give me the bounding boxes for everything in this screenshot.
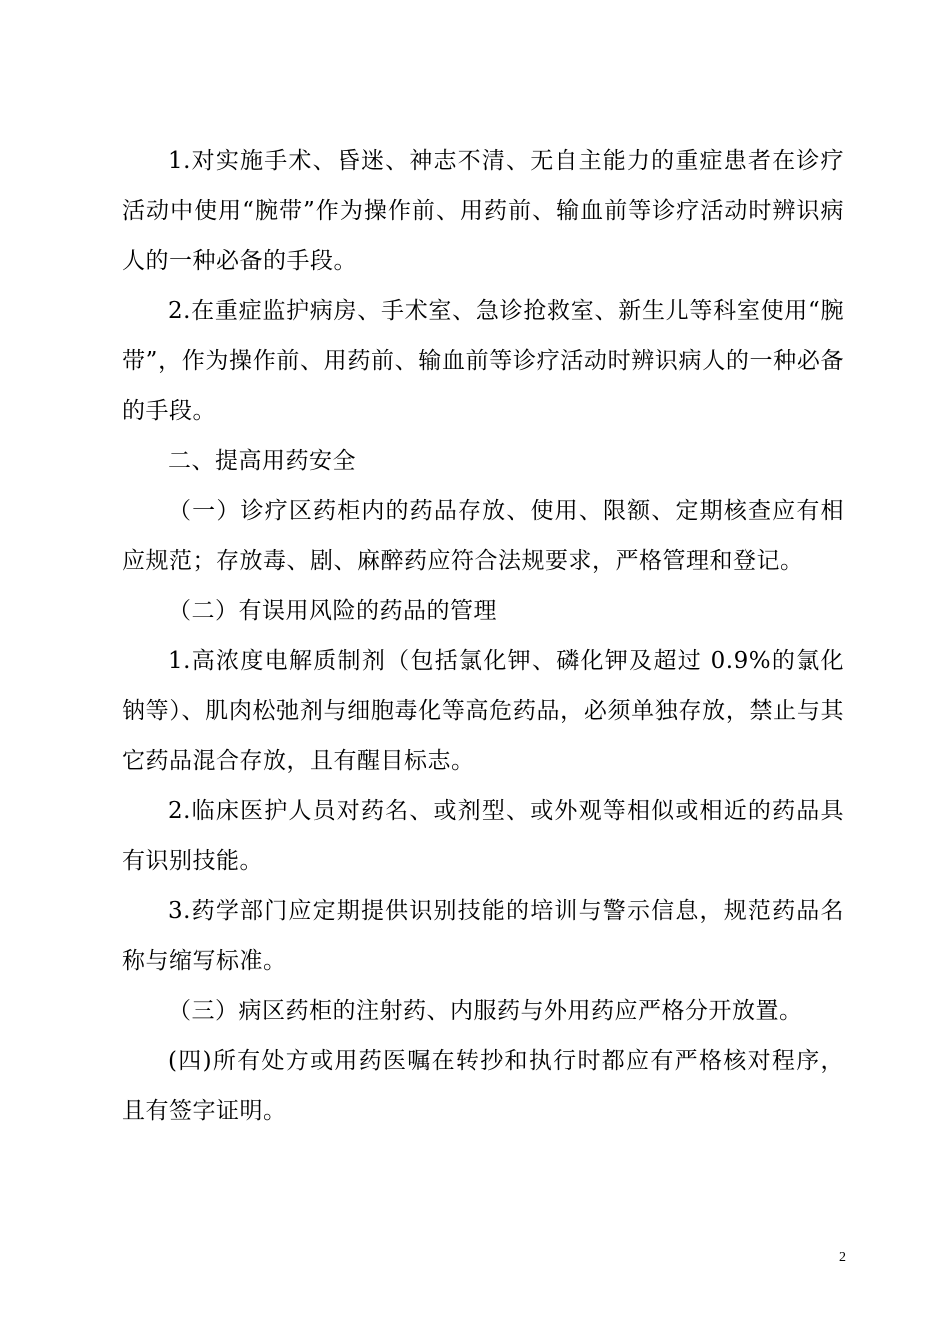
paragraph-high-risk-drugs: 1.高浓度电解质制剂（包括氯化钾、磷化钾及超过 0.9%的氯化钠等）、肌肉松弛剂与细胞毒化等高危药品，必须单独存放，禁止与其它药品混合存放，且有醒目标志。 <box>122 648 844 774</box>
paragraph-medicine-cabinet: （一）诊疗区药柜内的药品存放、使用、限额、定期核查应有相应规范；存放毒、剧、麻醉药应符合法规要求，严格管理和登记。 <box>122 498 844 574</box>
subheading-misuse-risk: （二）有误用风险的药品的管理 <box>168 598 497 624</box>
document-body <box>122 136 844 1136</box>
paragraph-prescription-check: (四)所有处方或用药医嘱在转抄和执行时都应有严格核对程序，且有签字证明。 <box>122 1048 844 1124</box>
paragraph-wristband-departments: 2.在重症监护病房、手术室、急诊抢救室、新生儿等科室使用“腕带”，作为操作前、用药前、输血前等诊疗活动时辨识病人的一种必备的手段。 <box>122 298 844 424</box>
paragraph-separate-storage: （三）病区药柜的注射药、内服药与外用药应严格分开放置。 <box>168 998 803 1024</box>
section-heading-medication-safety: 二、提高用药安全 <box>168 448 356 474</box>
page-number: 2 <box>839 1250 846 1265</box>
paragraph-identification-skills: 2.临床医护人员对药名、或剂型、或外观等相似或相近的药品具有识别技能。 <box>122 798 844 874</box>
paragraph-wristband-patients: 1.对实施手术、昏迷、神志不清、无自主能力的重症患者在诊疗活动中使用“腕带”作为操作前、用药前、输血前等诊疗活动时辨识病人的一种必备的手段。 <box>122 148 844 274</box>
paragraph-pharmacy-training: 3.药学部门应定期提供识别技能的培训与警示信息，规范药品名称与缩写标准。 <box>122 898 844 974</box>
